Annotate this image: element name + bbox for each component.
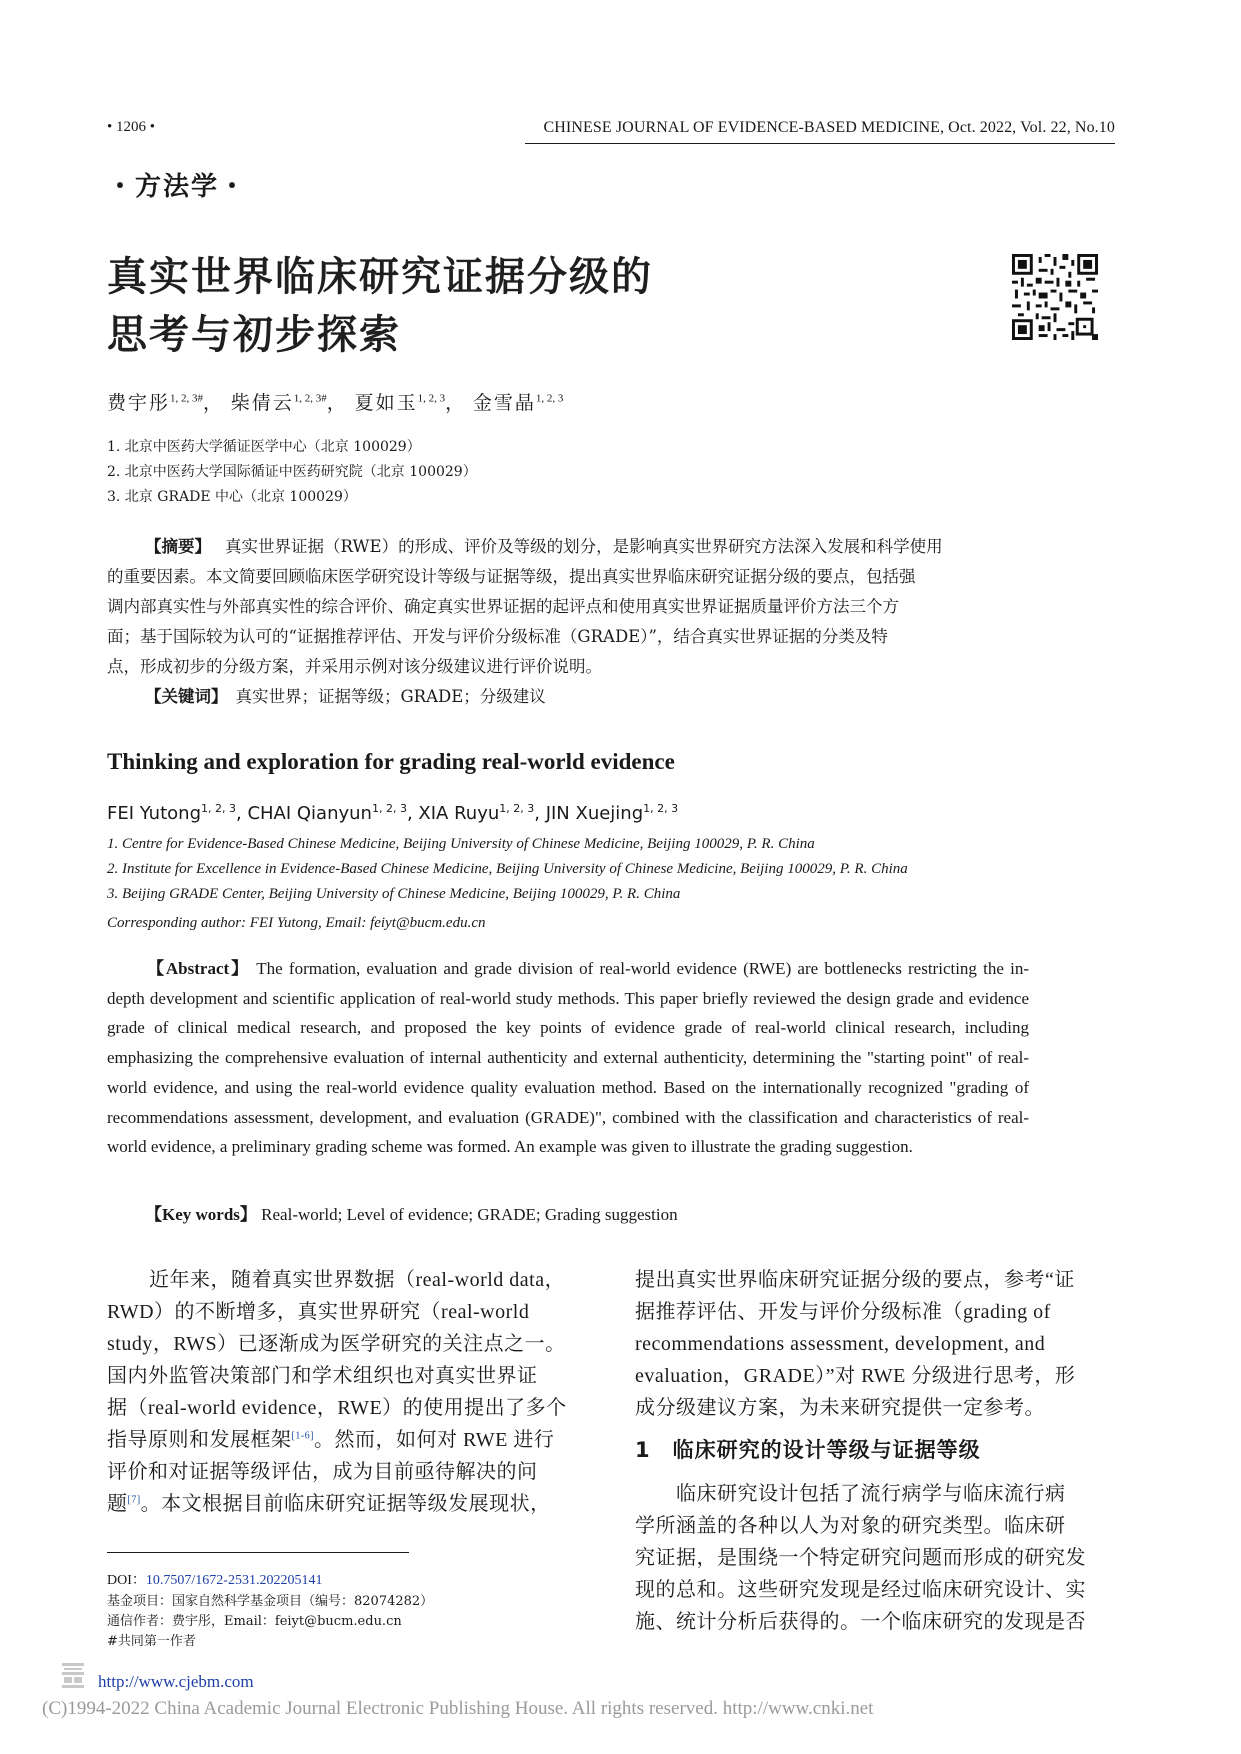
body-column-left (107, 1264, 587, 1520)
body-line: 成分级建议方案，为未来研究提供一定参考。 (635, 1397, 1045, 1419)
author-name: CHAI Qianyun (247, 803, 372, 824)
keywords-en-block (107, 1200, 678, 1225)
abstract-en-text: The formation, evaluation and grade division of real-world evidence (RWE) are bottlenecks restricting the in-depth development and scientific application of real-world study methods. This paper briefly reviewed the design grade and evidence grade of clinical medical research, and proposed the key points of evidence grade of real-world clinical research, including emphasizing the comprehensive evaluation of internal authenticity and external authenticity, determining the "starting point" of real-world evidence, and using the real-world evidence quality evaluation method. Based on the internationally recognized "grading of recommendations assessment, development, and evaluation (GRADE)", combined with the classification and characteristics of real-world evidence, a preliminary grading scheme was formed. An example was given to illustrate the grading suggestion. (107, 959, 1029, 1157)
affiliation-en-3: 3. Beijing GRADE Center, Beijing University of Chinese Medicine, Beijing 100029, P. R. China (107, 886, 681, 902)
qr-code-icon[interactable] (1012, 254, 1098, 340)
abstract-cn-label: 【摘要】 (145, 537, 211, 556)
header-rule (525, 143, 1115, 144)
author-name: 金雪晶 (472, 393, 536, 414)
abstract-cn-line: 调内部真实性与外部真实性的综合评价、确定真实世界证据的起评点和使用真实世界证据质量评价方法三个方 (107, 597, 899, 616)
author-affil-sup: 1, 2, 3 (535, 392, 564, 405)
body-line: 评价和对证据等级评估，成为目前亟待解决的问 (107, 1461, 538, 1483)
body-line: 据推荐评估、开发与评价分级标准（grading of (635, 1301, 1051, 1323)
author-affil-sup: 1, 2, 3 (643, 802, 679, 815)
body-line: 题[7]。本文根据目前临床研究证据等级发展现状， (107, 1493, 551, 1515)
abstract-cn-line: 真实世界证据（RWE）的形成、评价及等级的划分，是影响真实世界研究方法深入发展和科学使用 (225, 537, 943, 556)
journal-header: CHINESE JOURNAL OF EVIDENCE-BASED MEDICINE, Oct. 2022, Vol. 22, No.10 (543, 119, 1115, 136)
article-title (107, 248, 653, 364)
body-column-right (635, 1264, 1115, 1638)
author-name: 柴倩云 (230, 393, 294, 414)
author-name: XIA Ruyu (418, 803, 500, 824)
author-name: 夏如玉 (354, 393, 418, 414)
doi-link[interactable]: 10.7507/1672-2531.202205141 (145, 1573, 323, 1588)
abstract-cn-line: 面；基于国际较为认可的“证据推荐评估、开发与评价分级标准（GRADE）”，结合真实世界证据的分类及特 (107, 627, 888, 646)
body-line: 学所涵盖的各种以人为对象的研究类型。临床研 (635, 1515, 1066, 1537)
journal-url-link[interactable]: http://www.cjebm.com (98, 1672, 254, 1691)
body-line: study，RWS）已逐渐成为医学研究的关注点之一。 (107, 1333, 566, 1355)
author-name: JIN Xuejing (545, 803, 644, 824)
body-line: evaluation，GRADE）”对 RWE 分级进行思考，形 (635, 1365, 1076, 1387)
keywords-en: Real-world; Level of evidence; GRADE; Grading suggestion (261, 1205, 678, 1224)
authors-en: FEI Yutong$^{1, 2, 3}$, CHAI Qianyun$^{1, 2, 3}$, XIA Ruyu$^{1, 2, 3}$, JIN Xuejing$^{1, 2, 3}$ (107, 802, 679, 824)
corresponding-author: Corresponding author: FEI Yutong, Email: feiyt@bucm.edu.cn (107, 915, 486, 931)
body-line: 指导原则和发展框架[1-6]。然而，如何对 RWE 进行 (107, 1429, 555, 1451)
keywords-cn-label: 【关键词】 (145, 687, 228, 706)
body-line: recommendations assessment, development, and (635, 1333, 1046, 1355)
cofirst-note: #共同第一作者 (107, 1634, 196, 1649)
body-line: 近年来，随着真实世界数据（real-world data， (149, 1269, 566, 1291)
title-line-1: 真实世界临床研究证据分级的 (107, 254, 653, 300)
abstract-cn (107, 532, 1029, 712)
author-affil-sup: 1, 2, 3# (293, 392, 327, 405)
citation-link[interactable]: [7] (127, 1494, 141, 1506)
body-line: 据（real-world evidence，RWE）的使用提出了多个 (107, 1397, 567, 1419)
fund-note: 基金项目：国家自然科学基金项目（编号：82074282） (107, 1594, 434, 1609)
page-number: • 1206 • (107, 119, 156, 135)
author-name: 费宇彤 (107, 393, 171, 414)
body-line: 施、统计分析后获得的。一个临床研究的发现是否 (635, 1611, 1086, 1633)
author-name: FEI Yutong (107, 803, 201, 824)
body-line: 现的总和。这些研究发现是经过临床研究设计、实 (635, 1579, 1086, 1601)
author-affil-sup: 1, 2, 3 (371, 802, 407, 815)
section-label: ・方法学・ (107, 172, 248, 202)
section-heading: 1 临床研究的设计等级与证据等级 (635, 1438, 981, 1462)
affiliation-en-1: 1. Centre for Evidence-Based Chinese Medicine, Beijing University of Chinese Medicine, Beijing 100029, P. R. China (107, 836, 815, 852)
abstract-cn-line: 的重要因素。本文简要回顾临床医学研究设计等级与证据等级，提出真实世界临床研究证据分级的要点，包括强 (107, 567, 916, 586)
title-line-2: 思考与初步探索 (107, 312, 401, 358)
authors-cn: 费宇彤$^{1, 2, 3\#}$， 柴倩云$^{1, 2, 3\#}$， 夏如玉$^{1, 2, 3}$， 金雪晶$^{1, 2, 3}$ (107, 392, 564, 414)
journal-logo-icon (60, 1662, 86, 1690)
body-line: 提出真实世界临床研究证据分级的要点，参考“证 (635, 1269, 1075, 1291)
body-line: 究证据，是围绕一个特定研究问题而形成的研究发 (635, 1547, 1086, 1569)
body-line: RWD）的不断增多，真实世界研究（real-world (107, 1301, 530, 1323)
doi-label: DOI： (107, 1573, 146, 1588)
english-title: Thinking and exploration for grading real-world evidence (107, 749, 675, 774)
affiliation-cn-3: 3. 北京 GRADE 中心（北京 100029） (107, 489, 357, 505)
author-affil-sup: 1, 2, 3 (499, 802, 535, 815)
body-line: 国内外监管决策部门和学术组织也对真实世界证 (107, 1365, 538, 1387)
affiliation-en-2: 2. Institute for Excellence in Evidence-Based Chinese Medicine, Beijing University of Chinese Medicine, Beijing 100029, P. R. China (107, 861, 908, 877)
author-affil-sup: 1, 2, 3 (417, 392, 446, 405)
copyright-watermark: (C)1994-2022 China Academic Journal Electronic Publishing House. All rights reserved. http://www.cnki.net (42, 1698, 874, 1719)
author-affil-sup: 1, 2, 3 (201, 802, 236, 815)
author-affil-sup: 1, 2, 3# (170, 392, 204, 405)
affiliation-cn-2: 2. 北京中医药大学国际循证中医药研究院（北京 100029） (107, 464, 477, 480)
correspondence-note: 通信作者：费宇彤，Email：feiyt@bucm.edu.cn (107, 1614, 402, 1629)
citation-link[interactable]: [1-6] (291, 1430, 314, 1442)
abstract-cn-line: 点，形成初步的分级方案，并采用示例对该分级建议进行评价说明。 (107, 657, 602, 676)
keywords-cn: 真实世界；证据等级；GRADE；分级建议 (235, 687, 546, 706)
keywords-en-label: 【Key words】 (145, 1205, 257, 1224)
abstract-en (107, 954, 1029, 1162)
doi-line (107, 1569, 322, 1589)
abstract-en-label: 【Abstract】 (145, 959, 251, 978)
affiliation-cn-1: 1. 北京中医药大学循证医学中心（北京 100029） (107, 439, 421, 455)
body-line: 临床研究设计包括了流行病学与临床流行病 (635, 1483, 1066, 1505)
footnote-rule (107, 1552, 409, 1553)
